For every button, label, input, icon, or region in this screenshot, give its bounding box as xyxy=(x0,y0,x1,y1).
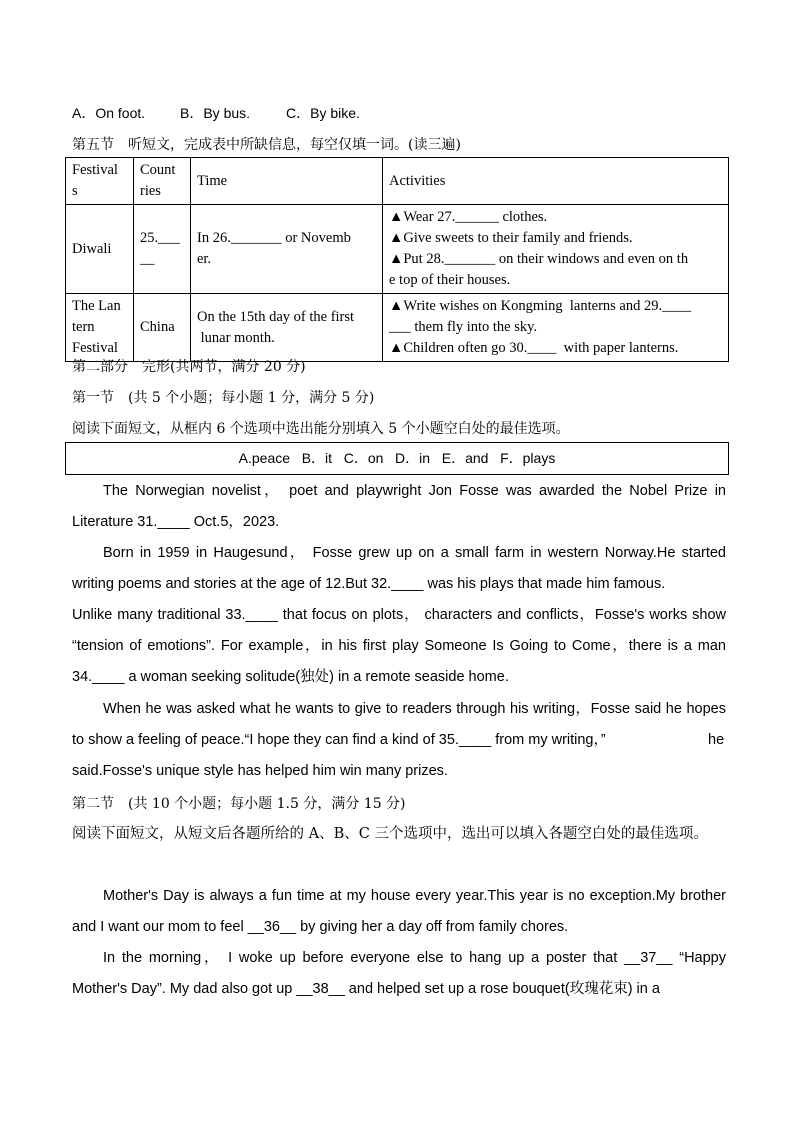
activity-item: ▲Wear 27.______ clothes. xyxy=(389,209,548,225)
table-row xyxy=(66,205,729,294)
listening-table xyxy=(65,157,729,362)
activity-item: ▲Put 28._______ on their windows and even on th e top of their houses. xyxy=(389,251,689,288)
passage1-line: “tension of emotions”. For example，in his first play Someone Is Going to Come，there is a man xyxy=(72,638,726,654)
festival-cell: Diwali xyxy=(66,205,134,294)
part2-title: 第二部分 完形(共两节，满分 20 分) xyxy=(72,359,306,375)
passage1-line-end: he xyxy=(708,732,725,748)
passage1-line: Unlike many traditional 33.____ that focus on plots， characters and conflicts，Fosse's works show xyxy=(72,607,726,623)
activities-cell xyxy=(383,205,729,294)
activities-cell xyxy=(383,294,729,362)
option-b: B．By bus. xyxy=(180,105,251,121)
section1-instruction: 阅读下面短文，从框内 6 个选项中选出能分别填入 5 个小题空白处的最佳选项。 xyxy=(72,421,570,437)
section2-instruction: 阅读下面短文，从短文后各题所给的 A、B、C 三个选项中，选出可以填入各题空白处的最佳选项。 xyxy=(72,826,708,842)
word-bank-text: A.peace B．it C．on D．in E．and F．plays xyxy=(238,450,556,466)
header-activities: Activities xyxy=(383,158,729,205)
word-bank-box xyxy=(65,442,729,475)
festival-cell: The Lan tern Festival xyxy=(66,294,134,362)
passage1-paragraph-start: When he was asked what he wants to give to readers through his writing，Fosse said he hopes xyxy=(103,701,726,717)
passage1-line: 34.____ a woman seeking solitude(独处) in a remote seaside home. xyxy=(72,669,509,685)
passage1-line: said.Fosse's unique style has helped him win many prizes. xyxy=(72,763,448,779)
table-header-row xyxy=(66,158,729,205)
activity-item: ▲Children often go 30.____ with paper lanterns. xyxy=(389,340,679,356)
header-countries: Count ries xyxy=(134,158,191,205)
activity-item: ▲Write wishes on Kongming lanterns and 29.____ ___ them fly into the sky. xyxy=(389,298,692,335)
passage2-paragraph: In the morning， I woke up before everyone else to hang up a poster that __37__ “Happy Mother's Day”. My dad also got up __38__ and helped set up a rose bouquet(玫瑰花束) in a xyxy=(72,950,726,998)
country-cell: China xyxy=(134,294,191,362)
section1-title: 第一节 (共 5 个小题；每小题 1 分，满分 5 分) xyxy=(72,390,375,406)
passage2-paragraph: Mother's Day is always a fun time at my house every year.This year is no exception.My brother and I want our mom to feel __36__ by giving her a day off from family chores. xyxy=(72,888,726,936)
passage1-paragraph: The Norwegian novelist， poet and playwright Jon Fosse was awarded the Nobel Prize in Literature 31.____ Oct.5，2023. xyxy=(72,483,726,531)
option-c: C．By bike. xyxy=(286,105,360,121)
header-festival: Festival s xyxy=(66,158,134,205)
section2-title: 第二节 (共 10 个小题；每小题 1.5 分，满分 15 分) xyxy=(72,796,406,812)
country-cell: 25.___ __ xyxy=(134,205,191,294)
passage1-paragraph: Born in 1959 in Haugesund， Fosse grew up on a small farm in western Norway.He started writing poems and stories at the age of 12.But 32.____ was his plays that made him famous. xyxy=(72,545,726,593)
header-time: Time xyxy=(191,158,383,205)
activity-item: ▲Give sweets to their family and friends. xyxy=(389,230,633,246)
time-cell: On the 15th day of the first lunar month. xyxy=(191,294,383,362)
option-a: A．On foot. xyxy=(72,105,146,121)
passage1-line: to show a feeling of peace.“I hope they can find a kind of 35.____ from my writing，” xyxy=(72,732,606,748)
time-cell: In 26._______ or Novemb er. xyxy=(191,205,383,294)
table-row xyxy=(66,294,729,362)
section5-title: 第五节 听短文，完成表中所缺信息，每空仅填一词。(读三遍) xyxy=(72,137,461,153)
